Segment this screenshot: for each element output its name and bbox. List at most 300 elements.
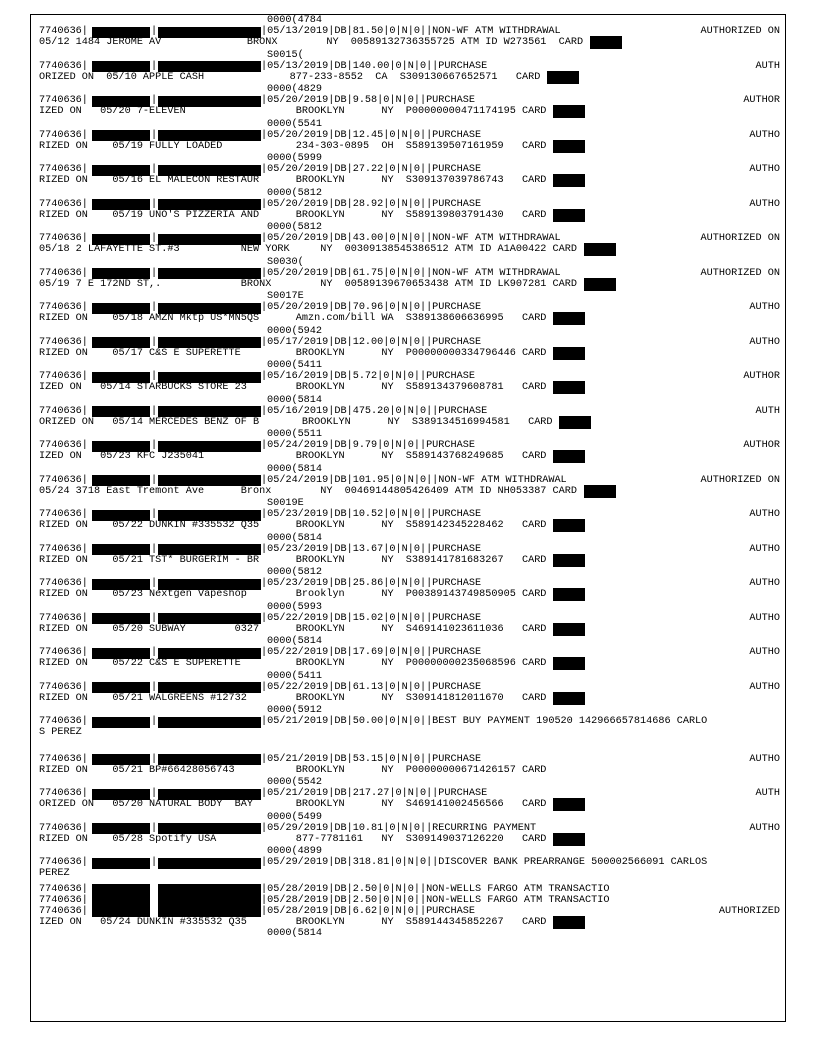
- redaction-block: [92, 441, 150, 452]
- record-detail-line: [39, 244, 780, 255]
- field-separator: |: [151, 60, 158, 72]
- transaction-data: |05/21/2019|DB|217.27|0|N|0||PURCHASE: [261, 788, 488, 799]
- transaction-record: [39, 636, 780, 671]
- record-detail-line: [39, 624, 780, 635]
- record-detail-line: [39, 555, 780, 566]
- redaction-block: [92, 648, 150, 659]
- account-number: 7740636|: [39, 129, 88, 141]
- record-main-line: [39, 199, 780, 210]
- transaction-detail: RIZED ON 05/21 TST* BURGERIM - BR BROOKLYN NY S389141781683267 CARD: [39, 554, 547, 566]
- transaction-data: |05/20/2019|DB|12.45|0|N|0||PURCHASE: [261, 129, 482, 141]
- transaction-detail: IZED ON 05/23 KFC J235041 BROOKLYN NY S589143768249685 CARD: [39, 451, 547, 462]
- transaction-detail: RIZED ON 05/16 EL MALECON RESTAUR BROOKLYN NY S309137039786743 CARD: [39, 175, 547, 186]
- authorization-label: AUTHO: [749, 336, 780, 348]
- transaction-detail: RIZED ON 05/21 BP#66428056743 BROOKLYN NY P00000000671426157 CARD: [39, 764, 547, 776]
- redaction-block: [92, 303, 150, 314]
- record-prefix: S0019E: [267, 498, 304, 509]
- final-row: [39, 906, 780, 917]
- transaction-record: [39, 360, 780, 395]
- transaction-record: [39, 395, 780, 430]
- redaction-block: [92, 544, 150, 555]
- redaction-block: [158, 96, 261, 107]
- record-main-line: [39, 164, 780, 175]
- redaction-block: [92, 406, 150, 417]
- transaction-record: [39, 153, 780, 188]
- account-number: 7740636|: [39, 612, 88, 624]
- redaction-block: [92, 754, 150, 765]
- record-prefix-line: [39, 636, 780, 647]
- transaction-detail: 05/24 3718 East Tremont Ave Bronx NY 00469144805426409 ATM ID NH053387 CARD: [39, 485, 577, 497]
- transaction-record: [39, 119, 780, 154]
- record-prefix-line: [39, 15, 780, 26]
- record-prefix-line: [39, 222, 780, 233]
- record-detail-line: [39, 868, 780, 879]
- authorization-label: AUTHO: [749, 647, 780, 658]
- transaction-data: |05/20/2019|DB|70.96|0|N|0||PURCHASE: [261, 302, 482, 313]
- transaction-detail: RIZED ON 05/22 DUNKIN #335532 Q35 BROOKLYN NY S589142345228462 CARD: [39, 520, 547, 531]
- record-prefix-line: [39, 153, 780, 164]
- field-separator: |: [151, 753, 158, 765]
- redaction-block: [92, 579, 150, 590]
- account-number: 7740636|: [39, 822, 88, 834]
- transaction-data: |05/20/2019|DB|61.75|0|N|0||NON-WF ATM WITHDRAWAL: [261, 267, 561, 279]
- transaction-detail: RIZED ON 05/23 Nextgen Vapeshop Brooklyn NY P00389143749850905 CARD: [39, 589, 547, 600]
- account-number: 7740636|: [39, 474, 88, 486]
- transaction-data: |05/23/2019|DB|25.86|0|N|0||PURCHASE: [261, 578, 482, 589]
- transaction-data: |05/20/2019|DB|9.58|0|N|0||PURCHASE: [261, 95, 475, 106]
- record-prefix: S0030(: [267, 256, 304, 268]
- transaction-detail: RIZED ON 05/19 FULLY LOADED 234-303-0895 OH S589139507161959 CARD: [39, 140, 547, 152]
- redaction-block: [158, 544, 261, 555]
- record-prefix-line: [39, 743, 780, 754]
- account-number: 7740636|: [39, 716, 88, 727]
- record-prefix-line: [39, 671, 780, 682]
- final-row: [39, 895, 780, 906]
- redaction-block: [92, 165, 150, 176]
- transaction-data: |05/20/2019|DB|28.92|0|N|0||PURCHASE: [261, 198, 482, 210]
- record-prefix: 0000(5411: [267, 360, 323, 371]
- record-prefix-line: [39, 119, 780, 130]
- account-number: 7740636|: [39, 788, 88, 799]
- transaction-detail: 05/19 7 E 172ND ST,. BRONX NY 00589139670653438 ATM ID LK907281 CARD: [39, 278, 577, 290]
- redaction-block: [158, 475, 261, 486]
- transaction-record: [39, 671, 780, 706]
- account-number: 7740636|: [39, 164, 88, 175]
- authorization-label: AUTHORIZED ON: [700, 26, 780, 37]
- account-number: 7740636|: [39, 371, 88, 382]
- record-main-line: [39, 302, 780, 313]
- redaction-block: [158, 579, 261, 590]
- record-main-line: [39, 682, 780, 693]
- record-detail-line: [39, 520, 780, 531]
- authorization-label: AUTH: [755, 788, 780, 799]
- redaction-block: [92, 789, 150, 800]
- record-main-line: [39, 95, 780, 106]
- redaction-block: [158, 441, 261, 452]
- record-detail-line: [39, 799, 780, 810]
- record-detail-line: [39, 486, 780, 497]
- record-prefix-line: [39, 188, 780, 199]
- redaction-block: [92, 613, 150, 624]
- record-detail-line: [39, 210, 780, 221]
- transaction-record: [39, 257, 780, 292]
- authorization-label: AUTHOR: [743, 371, 780, 382]
- account-number: 7740636|: [39, 578, 88, 589]
- redaction-block: [92, 717, 150, 728]
- record-main-line: [39, 788, 780, 799]
- record-prefix-line: [39, 705, 780, 716]
- redaction-block: [92, 268, 150, 279]
- field-separator: |: [151, 788, 158, 799]
- redaction-block: [92, 199, 150, 210]
- account-number: 7740636|: [39, 440, 88, 451]
- record-prefix-line: [39, 326, 780, 337]
- account-number: 7740636|: [39, 857, 88, 868]
- account-number: 7740636|: [39, 198, 88, 210]
- account-number: 7740636|: [39, 509, 88, 520]
- record-main-line: [39, 268, 780, 279]
- transaction-data: |05/13/2019|DB|81.50|0|N|0||NON-WF ATM WITHDRAWAL: [261, 26, 561, 37]
- final-row: [39, 884, 780, 895]
- transaction-data: |05/21/2019|DB|50.00|0|N|0||BEST BUY PAYMENT 190520 142966657814686 CARLO: [261, 716, 708, 727]
- record-prefix-line: [39, 50, 780, 61]
- field-separator: |: [151, 543, 158, 555]
- transaction-detail: IZED ON 05/20 7-ELEVEN BROOKLYN NY P00000000471174195 CARD: [39, 106, 547, 117]
- field-separator: |: [151, 164, 158, 175]
- transaction-record: [39, 602, 780, 637]
- record-detail-line: [39, 279, 780, 290]
- authorization-label: AUTHO: [749, 509, 780, 520]
- transaction-data: |05/22/2019|DB|15.02|0|N|0||PURCHASE: [261, 612, 482, 624]
- record-main-line: [39, 613, 780, 624]
- authorization-label: AUTHORIZED: [718, 905, 780, 917]
- redaction-block: [92, 884, 150, 917]
- record-main-line: [39, 716, 780, 727]
- transaction-detail: IZED ON 05/14 STARBUCKS STORE 23 BROOKLYN NY S589134379608781 CARD: [39, 382, 547, 393]
- record-detail-line: [39, 141, 780, 152]
- record-prefix-line: [39, 360, 780, 371]
- record-detail-line: [39, 175, 780, 186]
- redaction-block: [158, 61, 261, 72]
- transaction-data: |05/16/2019|DB|5.72|0|N|0||PURCHASE: [261, 371, 475, 382]
- redaction-block: [92, 858, 150, 869]
- transaction-data: |05/22/2019|DB|61.13|0|N|0||PURCHASE: [261, 681, 482, 693]
- record-prefix: 0000(5499: [267, 811, 323, 823]
- authorization-label: AUTHO: [749, 129, 780, 141]
- redaction-block: [158, 717, 261, 728]
- record-prefix: 0000(5814: [267, 463, 323, 475]
- record-main-line: [39, 578, 780, 589]
- transaction-data: |05/21/2019|DB|53.15|0|N|0||PURCHASE: [261, 753, 482, 765]
- record-main-line: [39, 371, 780, 382]
- transaction-record: [39, 222, 780, 257]
- redaction-block: [158, 682, 261, 693]
- authorization-label: AUTHO: [749, 681, 780, 693]
- authorization-label: AUTHO: [749, 578, 780, 589]
- transaction-data: |05/28/2019|DB|2.50|0|N|0||NON-WELLS FARGO ATM TRANSACTIO: [261, 894, 610, 906]
- transaction-record: [39, 84, 780, 119]
- field-separator: |: [151, 857, 158, 868]
- transaction-record: [39, 846, 780, 884]
- transaction-detail: RIZED ON 05/19 UNO'S PIZZERIA AND BROOKLYN NY S589139803791430 CARD: [39, 209, 547, 221]
- transaction-record: [39, 812, 780, 847]
- transaction-data: |05/13/2019|DB|140.00|0|N|0||PURCHASE: [261, 60, 488, 72]
- record-main-line: [39, 647, 780, 658]
- transaction-record: [39, 743, 780, 778]
- record-prefix: 0000(4899: [267, 846, 323, 857]
- record-prefix-line: [39, 429, 780, 440]
- transaction-record: [39, 326, 780, 361]
- account-number: 7740636|: [39, 60, 88, 72]
- record-prefix-line: [39, 602, 780, 613]
- transaction-record: [39, 498, 780, 533]
- field-separator: |: [151, 405, 158, 417]
- transaction-detail: 05/18 2 LAFAYETTE ST.#3 NEW YORK NY 00309138545386512 ATM ID A1A00422 CARD: [39, 244, 577, 255]
- record-detail-line: [39, 417, 780, 428]
- record-prefix-line: [39, 84, 780, 95]
- field-separator: |: [151, 681, 158, 693]
- field-separator: |: [151, 647, 158, 658]
- redaction-block: [158, 754, 261, 765]
- record-main-line: [39, 61, 780, 72]
- record-prefix: 0000(4784: [267, 15, 323, 26]
- authorization-label: AUTHOR: [743, 95, 780, 106]
- redaction-block: [158, 613, 261, 624]
- field-separator: |: [151, 612, 158, 624]
- transaction-detail: RIZED ON 05/17 C&S E SUPERETTE BROOKLYN NY P00000000334796446 CARD: [39, 347, 547, 359]
- account-number: 7740636|: [39, 26, 88, 37]
- transaction-record: [39, 429, 780, 464]
- transaction-record: [39, 291, 780, 326]
- record-prefix: 0000(5812: [267, 187, 323, 199]
- record-prefix-line: [39, 567, 780, 578]
- redaction-block: [158, 165, 261, 176]
- record-prefix-line: [39, 464, 780, 475]
- authorization-label: AUTHOR: [743, 440, 780, 451]
- account-number: 7740636|: [39, 647, 88, 658]
- record-prefix: 0000(5814: [267, 394, 323, 406]
- redaction-block: [92, 337, 150, 348]
- redaction-block: [158, 234, 261, 245]
- record-detail-line: [39, 451, 780, 462]
- redaction-block: [158, 130, 261, 141]
- transaction-data: |05/24/2019|DB|101.95|0|N|0||NON-WF ATM WITHDRAWAL: [261, 474, 567, 486]
- account-number: 7740636|: [39, 336, 88, 348]
- redaction-block: [92, 682, 150, 693]
- transaction-detail: PEREZ: [39, 868, 70, 879]
- record-detail-line: [39, 72, 780, 83]
- record-detail-line: [39, 37, 780, 48]
- transaction-data: |05/16/2019|DB|475.20|0|N|0||PURCHASE: [261, 405, 488, 417]
- record-prefix: 0000(5541: [267, 118, 323, 130]
- transaction-data: |05/17/2019|DB|12.00|0|N|0||PURCHASE: [261, 336, 482, 348]
- account-number: 7740636|: [39, 302, 88, 313]
- redaction-block: [158, 337, 261, 348]
- record-prefix-line: [39, 928, 780, 939]
- record-main-line: [39, 440, 780, 451]
- transaction-data: |05/28/2019|DB|2.50|0|N|0||NON-WELLS FARGO ATM TRANSACTIO: [261, 883, 610, 895]
- transaction-record: [39, 533, 780, 568]
- record-main-line: [39, 406, 780, 417]
- redaction-block: [158, 648, 261, 659]
- redaction-block: [92, 130, 150, 141]
- field-separator: |: [151, 302, 158, 313]
- redaction-block: [158, 27, 261, 38]
- account-number: 7740636|: [39, 543, 88, 555]
- final-transaction-block: [39, 884, 780, 944]
- transaction-detail: S PEREZ: [39, 727, 82, 738]
- field-separator: |: [151, 509, 158, 520]
- transaction-data: |05/22/2019|DB|17.69|0|N|0||PURCHASE: [261, 647, 482, 658]
- record-main-line: [39, 475, 780, 486]
- redaction-block: [158, 823, 261, 834]
- record-main-line: [39, 754, 780, 765]
- record-detail-line: [39, 348, 780, 359]
- transaction-detail: ORIZED ON 05/10 APPLE CASH 877-233-8552 CA S309130667652571 CARD: [39, 71, 541, 83]
- record-detail-line: [39, 382, 780, 393]
- account-number: 7740636|: [39, 894, 88, 906]
- redaction-block: [158, 510, 261, 521]
- record-main-line: [39, 26, 780, 37]
- record-detail-line: [39, 917, 780, 928]
- record-prefix-line: [39, 291, 780, 302]
- redaction-block: [158, 884, 261, 917]
- record-prefix: 0000(5814: [267, 927, 323, 939]
- account-number: 7740636|: [39, 233, 88, 244]
- redaction-block: [158, 199, 261, 210]
- record-prefix-line: [39, 533, 780, 544]
- field-separator: |: [151, 95, 158, 106]
- account-number: 7740636|: [39, 753, 88, 765]
- authorization-label: AUTHO: [749, 753, 780, 765]
- authorization-label: AUTHO: [749, 543, 780, 555]
- record-prefix: 0000(5814: [267, 532, 323, 544]
- field-separator: |: [151, 822, 158, 834]
- record-prefix-line: [39, 498, 780, 509]
- record-prefix-line: [39, 846, 780, 857]
- record-prefix-line: [39, 395, 780, 406]
- transaction-detail: IZED ON 05/24 DUNKIN #335532 Q35 BROOKLYN NY S589144345852267 CARD: [39, 916, 547, 928]
- redaction-block: [158, 406, 261, 417]
- transaction-data: |05/24/2019|DB|9.79|0|N|0||PURCHASE: [261, 440, 475, 451]
- transaction-data: |05/23/2019|DB|13.67|0|N|0||PURCHASE: [261, 543, 482, 555]
- field-separator: |: [151, 474, 158, 486]
- authorization-label: AUTHORIZED ON: [700, 474, 780, 486]
- record-main-line: [39, 857, 780, 868]
- transaction-record: [39, 188, 780, 223]
- authorization-label: AUTHORIZED ON: [700, 267, 780, 279]
- transaction-data: |05/28/2019|DB|6.62|0|N|0||PURCHASE: [261, 905, 475, 917]
- transaction-detail: ORIZED ON 05/14 MERCEDES BENZ OF B BROOKLYN NY S389134516994581 CARD: [39, 416, 553, 428]
- record-prefix: S0015(: [267, 49, 304, 61]
- record-prefix: 0000(5993: [267, 601, 323, 613]
- redaction-block: [92, 510, 150, 521]
- redaction-block: [92, 234, 150, 245]
- record-detail-line: [39, 589, 780, 600]
- transaction-data: |05/23/2019|DB|10.52|0|N|0||PURCHASE: [261, 509, 482, 520]
- account-number: 7740636|: [39, 681, 88, 693]
- field-separator: |: [151, 336, 158, 348]
- transaction-record: [39, 567, 780, 602]
- account-number: 7740636|: [39, 905, 88, 917]
- authorization-label: AUTHORIZED ON: [700, 233, 780, 244]
- field-separator: |: [151, 233, 158, 244]
- transaction-detail: RIZED ON 05/22 C&S E SUPERETTE BROOKLYN NY P00000000235068596 CARD: [39, 658, 547, 669]
- field-separator: |: [151, 129, 158, 141]
- transaction-record: [39, 464, 780, 499]
- transaction-detail: ORIZED ON 05/20 NATURAL BODY BAY BROOKLYN NY S469141002456566 CARD: [39, 799, 547, 810]
- transaction-detail: RIZED ON 05/20 SUBWAY 0327 BROOKLYN NY S469141023611036 CARD: [39, 623, 547, 635]
- record-prefix: 0000(5942: [267, 325, 323, 337]
- authorization-label: AUTHO: [749, 302, 780, 313]
- redaction-block: [92, 61, 150, 72]
- field-separator: |: [151, 578, 158, 589]
- record-detail-line: [39, 765, 780, 776]
- record-detail-line: [39, 106, 780, 117]
- transaction-data: |05/20/2019|DB|43.00|0|N|0||NON-WF ATM WITHDRAWAL: [261, 233, 561, 244]
- record-detail-line: [39, 834, 780, 845]
- authorization-label: AUTH: [755, 60, 780, 72]
- redaction-block: [92, 96, 150, 107]
- record-detail-line: [39, 658, 780, 669]
- transaction-data: |05/29/2019|DB|318.81|0|N|0||DISCOVER BANK PREARRANGE 500002566091 CARLOS: [261, 857, 708, 868]
- record-main-line: [39, 233, 780, 244]
- redaction-block: [92, 823, 150, 834]
- transaction-data: |05/20/2019|DB|27.22|0|N|0||PURCHASE: [261, 164, 482, 175]
- transaction-record: [39, 705, 780, 743]
- transaction-record: [39, 777, 780, 812]
- field-separator: |: [151, 440, 158, 451]
- record-prefix: 0000(5814: [267, 636, 323, 647]
- authorization-label: AUTHO: [749, 198, 780, 210]
- transaction-detail: RIZED ON 05/28 Spotify USA 877-7781161 NY S309149037126220 CARD: [39, 833, 547, 845]
- field-separator: |: [151, 26, 158, 37]
- record-main-line: [39, 130, 780, 141]
- record-main-line: [39, 337, 780, 348]
- record-main-line: [39, 823, 780, 834]
- record-prefix: S0017E: [267, 291, 304, 302]
- account-number: 7740636|: [39, 405, 88, 417]
- record-prefix: 0000(5999: [267, 153, 323, 164]
- field-separator: |: [151, 198, 158, 210]
- field-separator: |: [151, 716, 158, 727]
- transaction-record: [39, 50, 780, 85]
- field-separator: |: [151, 371, 158, 382]
- account-number: 7740636|: [39, 267, 88, 279]
- record-detail-line: [39, 313, 780, 324]
- record-main-line: [39, 509, 780, 520]
- redaction-block: [92, 27, 150, 38]
- record-prefix: 0000(5511: [267, 429, 323, 440]
- record-prefix: 0000(5812: [267, 567, 323, 578]
- authorization-label: AUTHO: [749, 612, 780, 624]
- record-prefix-line: [39, 777, 780, 788]
- transaction-detail: 05/12 1484 JEROME AV BRONX NY 00589132736355725 ATM ID W273561 CARD: [39, 37, 584, 48]
- record-prefix-line: [39, 257, 780, 268]
- transaction-detail: RIZED ON 05/21 WALGREENS #12732 BROOKLYN NY S309141812011670 CARD: [39, 692, 547, 704]
- transaction-data: |05/29/2019|DB|10.81|0|N|0||RECURRING PAYMENT: [261, 822, 537, 834]
- redaction-block: [92, 475, 150, 486]
- redaction-block: [158, 372, 261, 383]
- account-number: 7740636|: [39, 95, 88, 106]
- redaction-block: [158, 858, 261, 869]
- transaction-record: [39, 15, 780, 50]
- record-detail-line: [39, 693, 780, 704]
- account-number: 7740636|: [39, 883, 88, 895]
- record-prefix: 0000(5912: [267, 705, 323, 716]
- record-prefix: 0000(5411: [267, 670, 323, 682]
- statement-page: [30, 14, 786, 1022]
